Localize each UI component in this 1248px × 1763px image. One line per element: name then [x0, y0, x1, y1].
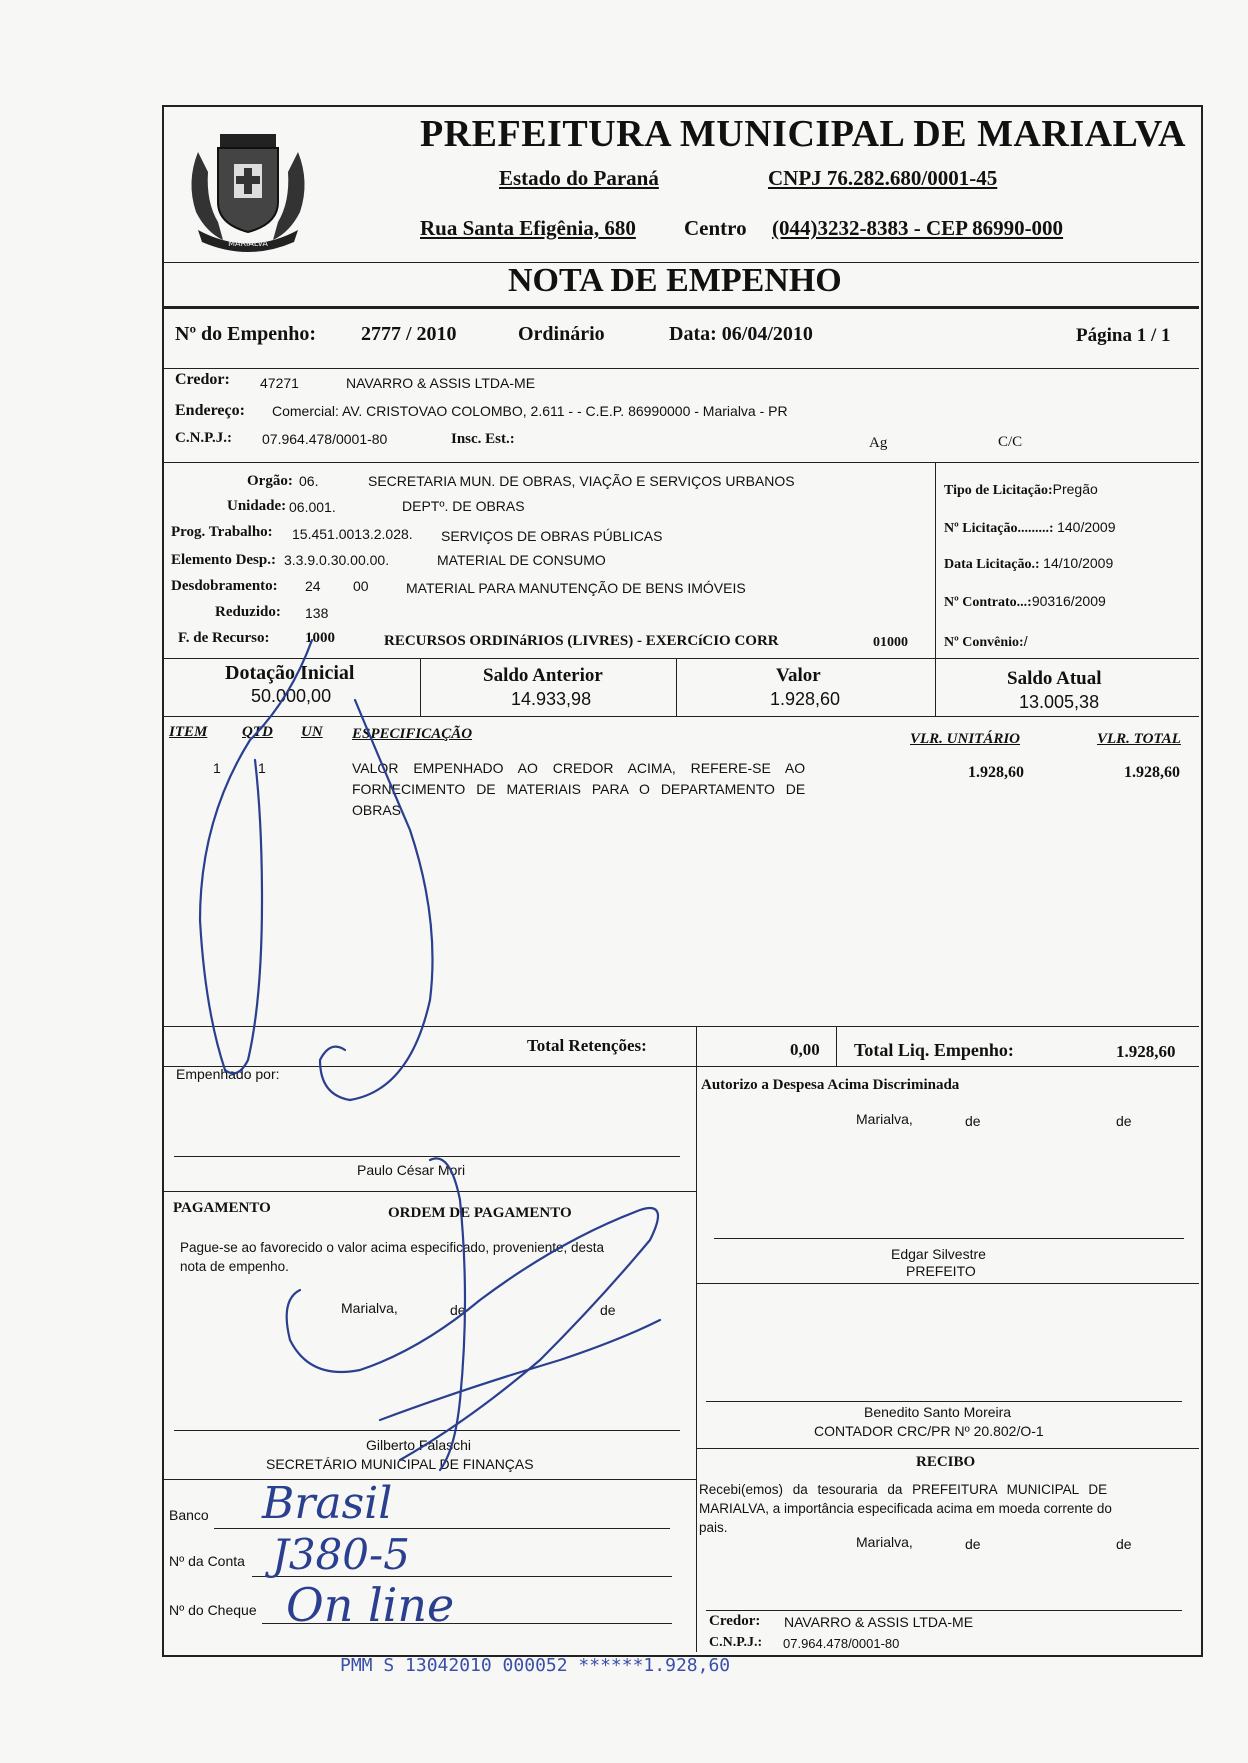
autorizo-label: Autorizo a Despesa Acima Discriminada [701, 1077, 960, 1093]
page-number: Página 1 / 1 [1076, 325, 1171, 346]
prog-label: Prog. Trabalho: [171, 524, 273, 540]
recurso-code: 1000 [305, 630, 335, 646]
num-licitacao-label: Nº Licitação.........: 140/2009 [944, 519, 1116, 536]
col-un: UN [301, 724, 323, 740]
machine-stamp: PMM S 13042010 000052 ******1.928,60 [340, 1655, 731, 1676]
saldo-atual-label: Saldo Atual [1007, 668, 1102, 689]
saldo-anterior-label: Saldo Anterior [483, 665, 603, 686]
header-estado: Estado do Paraná [499, 166, 659, 190]
orgao-name: SECRETARIA MUN. DE OBRAS, VIAÇÃO E SERVIÇOS URBANOS [368, 473, 795, 489]
contador-nome: Benedito Santo Moreira [864, 1404, 1012, 1420]
ag-label: Ag [869, 435, 888, 451]
pagamento-texto-1: Pague-se ao favorecido o valor acima especificado, proveniente, desta [180, 1240, 605, 1255]
elemento-name: MATERIAL DE CONSUMO [437, 552, 606, 568]
reduzido-label: Reduzido: [215, 604, 281, 620]
prog-code: 15.451.0013.2.028. [292, 526, 413, 542]
endereco-label: Endereço: [175, 402, 245, 419]
orgao-label: Orgão: [247, 473, 293, 489]
pagamento-label: PAGAMENTO [173, 1200, 271, 1216]
recibo-local: Marialva, [856, 1534, 913, 1550]
desdobramento-b: 00 [353, 578, 369, 594]
empenho-date: Data: 06/04/2010 [669, 323, 813, 345]
cheque-label: Nº do Cheque [169, 1602, 257, 1618]
recibo-title: RECIBO [916, 1454, 976, 1470]
secretario-cargo: SECRETÁRIO MUNICIPAL DE FINANÇAS [266, 1456, 534, 1472]
credor-code: 47271 [260, 375, 299, 391]
recibo-texto-2: MARIALVA, a importância especificada acima em moeda corrente do [699, 1501, 1112, 1516]
unidade-name: DEPTº. DE OBRAS [402, 498, 525, 514]
tipo-licitacao-label: Tipo de Licitação:Pregão [944, 481, 1098, 498]
row-espec-3: OBRAS. [352, 802, 405, 818]
recibo-de2: de [1116, 1536, 1132, 1552]
credor-name: NAVARRO & ASSIS LTDA-ME [346, 375, 536, 391]
contador-cargo: CONTADOR CRC/PR Nº 20.802/O-1 [814, 1423, 1044, 1439]
row-qtd: 1 [258, 760, 266, 776]
retencoes-value: 0,00 [790, 1040, 820, 1059]
valor-label: Valor [776, 665, 821, 686]
recibo-cnpj: 07.964.478/0001-80 [783, 1636, 900, 1651]
liquido-value: 1.928,60 [1116, 1042, 1176, 1061]
row-total: 1.928,60 [1124, 764, 1180, 781]
recurso-name: RECURSOS ORDINáRIOS (LIVRES) - EXERCíCIO CORR [384, 633, 779, 649]
valor-value: 1.928,60 [770, 689, 841, 709]
desdobramento-name: MATERIAL PARA MANUTENÇÃO DE BENS IMÓVEIS [406, 580, 746, 596]
secretario-nome: Gilberto Falaschi [366, 1437, 472, 1453]
empenho-number-label: Nº do Empenho: [175, 323, 317, 345]
col-unit: VLR. UNITÁRIO [910, 731, 1021, 747]
prefeito-cargo: PREFEITO [906, 1263, 976, 1279]
pagamento-de2: de [600, 1302, 616, 1318]
pagamento-local: Marialva, [341, 1300, 398, 1316]
handwritten-cheque: On line [286, 1578, 455, 1632]
col-item: ITEM [169, 724, 208, 740]
header-address: Rua Santa Efigênia, 680 [420, 216, 636, 240]
cc-label: C/C [998, 434, 1023, 450]
recurso-label: F. de Recurso: [178, 630, 270, 646]
recibo-texto-3: pais. [699, 1520, 728, 1535]
convenio-label: Nº Convênio:/ [944, 633, 1028, 650]
header-title: PREFEITURA MUNICIPAL DE MARIALVA [420, 113, 1186, 155]
col-total: VLR. TOTAL [1097, 731, 1181, 747]
orgao-code: 06. [299, 473, 319, 489]
saldo-anterior-value: 14.933,98 [511, 689, 592, 709]
header-phone-cep: (044)3232-8383 - CEP 86990-000 [772, 216, 1064, 240]
row-espec-1: VALOR EMPENHADO AO CREDOR ACIMA, REFERE-SE AO [352, 760, 806, 776]
desdobramento-label: Desdobramento: [171, 578, 278, 594]
saldo-atual-value: 13.005,38 [1019, 692, 1100, 712]
dotacao-inicial-label: Dotação Inicial [225, 662, 355, 684]
autorizo-de2: de [1116, 1113, 1132, 1129]
row-espec-2: FORNECIMENTO DE MATERIAIS PARA O DEPARTAMENTO DE [352, 781, 806, 797]
col-espec: ESPECIFICAÇÃO [352, 726, 473, 742]
unidade-label: Unidade: [227, 498, 287, 514]
header-bairro: Centro [684, 216, 747, 240]
elemento-code: 3.3.9.0.30.00.00. [284, 552, 390, 568]
liquido-label: Total Liq. Empenho: [854, 1040, 1014, 1060]
empenhado-nome: Paulo César Mori [357, 1162, 466, 1178]
recibo-credor: NAVARRO & ASSIS LTDA-ME [784, 1614, 974, 1630]
empenho-number: 2777 / 2010 [361, 323, 457, 345]
data-licitacao-label: Data Licitação.: 14/10/2009 [944, 555, 1114, 572]
row-item: 1 [213, 760, 221, 776]
cnpj-label: C.N.P.J.: [175, 430, 232, 446]
dotacao-inicial-value: 50.000,00 [251, 686, 332, 706]
credor-address: Comercial: AV. CRISTOVAO COLOMBO, 2.611 - - C.E.P. 86990000 - Marialva - PR [272, 403, 788, 419]
unidade-code: 06.001. [289, 499, 336, 515]
col-qtd: QTD [242, 724, 273, 740]
credor-cnpj: 07.964.478/0001-80 [262, 431, 388, 447]
prefeito-nome: Edgar Silvestre [891, 1246, 986, 1262]
reduzido-value: 138 [305, 605, 329, 621]
recibo-cnpj-label: C.N.P.J.: [709, 1635, 763, 1650]
insc-label: Insc. Est.: [451, 431, 515, 447]
doc-title: NOTA DE EMPENHO [508, 262, 842, 299]
banco-label: Banco [169, 1507, 209, 1523]
conta-label: Nº da Conta [169, 1553, 245, 1569]
handwritten-banco: Brasil [262, 1478, 393, 1529]
recibo-de1: de [965, 1536, 981, 1552]
autorizo-local: Marialva, [856, 1111, 913, 1127]
pagamento-texto-2: nota de empenho. [180, 1259, 289, 1274]
header-cnpj: CNPJ 76.282.680/0001-45 [768, 166, 998, 190]
handwritten-conta: J380-5 [272, 1530, 410, 1579]
retencoes-label: Total Retenções: [527, 1036, 647, 1055]
contrato-label: Nº Contrato...:90316/2009 [944, 593, 1106, 610]
ordem-pagamento-label: ORDEM DE PAGAMENTO [388, 1205, 572, 1221]
desdobramento-a: 24 [305, 578, 321, 594]
pagamento-de1: de [450, 1302, 466, 1318]
empenho-type: Ordinário [518, 323, 605, 345]
recibo-credor-label: Credor: [709, 1613, 761, 1629]
svg-text:MARIALVA: MARIALVA [228, 239, 268, 248]
elemento-label: Elemento Desp.: [171, 552, 276, 568]
autorizo-de1: de [965, 1113, 981, 1129]
recurso-number: 01000 [873, 635, 908, 650]
recibo-texto-1: Recebi(emos) da tesouraria da PREFEITURA MUNICIPAL DE [699, 1482, 1108, 1497]
empenhado-label: Empenhado por: [176, 1066, 280, 1082]
credor-label: Credor: [175, 371, 230, 388]
row-unit: 1.928,60 [968, 764, 1024, 781]
prog-name: SERVIÇOS DE OBRAS PÚBLICAS [441, 528, 663, 544]
